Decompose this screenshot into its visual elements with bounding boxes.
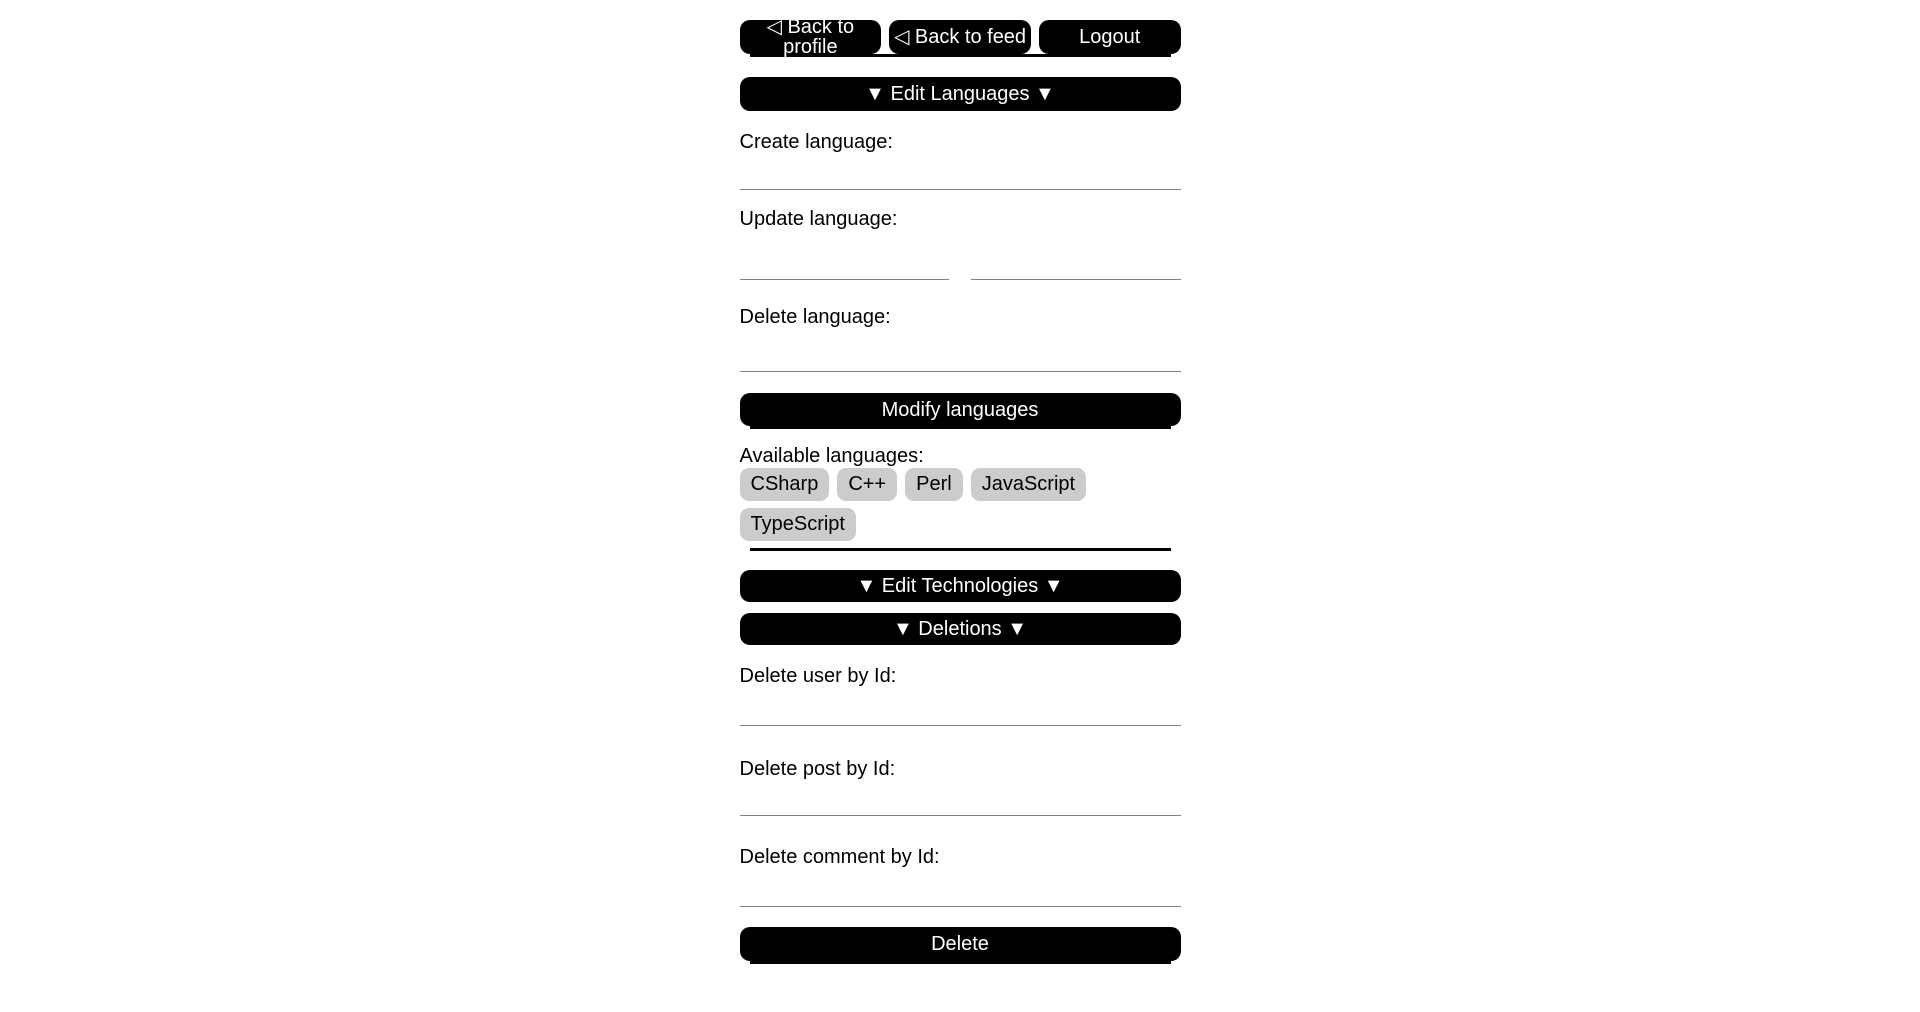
section-divider	[750, 426, 1171, 429]
create-language-input[interactable]	[740, 154, 1181, 190]
update-language-from-input[interactable]	[740, 231, 950, 280]
delete-post-input[interactable]	[740, 781, 1181, 816]
delete-language-label: Delete language:	[739, 306, 891, 328]
delete-user-label: Delete user by Id:	[739, 665, 897, 687]
delete-post-label: Delete post by Id:	[739, 758, 896, 780]
logout-button[interactable]: Logout	[1039, 20, 1181, 54]
language-chip[interactable]: CSharp	[740, 468, 830, 501]
delete-user-input[interactable]	[740, 688, 1181, 726]
delete-comment-input[interactable]	[740, 869, 1181, 907]
section-divider	[750, 548, 1171, 551]
modify-languages-button[interactable]: Modify languages	[740, 393, 1181, 426]
main-column	[739, 16, 1181, 964]
deletions-toggle[interactable]: ▼ Deletions ▼	[740, 613, 1181, 645]
section-divider	[750, 961, 1171, 964]
language-chip[interactable]: C++	[837, 468, 897, 501]
language-chip[interactable]: JavaScript	[971, 468, 1086, 501]
update-language-to-input[interactable]	[971, 231, 1181, 280]
available-languages-list	[740, 468, 1181, 548]
back-to-profile-button[interactable]: ◁ Back to profile	[740, 20, 882, 54]
delete-comment-label: Delete comment by Id:	[739, 846, 940, 868]
update-language-label: Update language:	[739, 208, 898, 230]
available-languages-label: Available languages:	[739, 445, 924, 467]
top-nav	[740, 16, 1181, 58]
update-language-inputs	[740, 231, 1181, 280]
delete-language-input[interactable]	[740, 329, 1181, 372]
edit-technologies-toggle[interactable]: ▼ Edit Technologies ▼	[740, 570, 1181, 602]
create-language-label: Create language:	[739, 131, 893, 153]
delete-button[interactable]: Delete	[740, 927, 1181, 961]
language-chip[interactable]: Perl	[905, 468, 963, 501]
edit-languages-toggle[interactable]: ▼ Edit Languages ▼	[740, 77, 1181, 111]
language-chip[interactable]: TypeScript	[740, 508, 856, 541]
back-to-feed-button[interactable]: ◁ Back to feed	[889, 20, 1031, 54]
